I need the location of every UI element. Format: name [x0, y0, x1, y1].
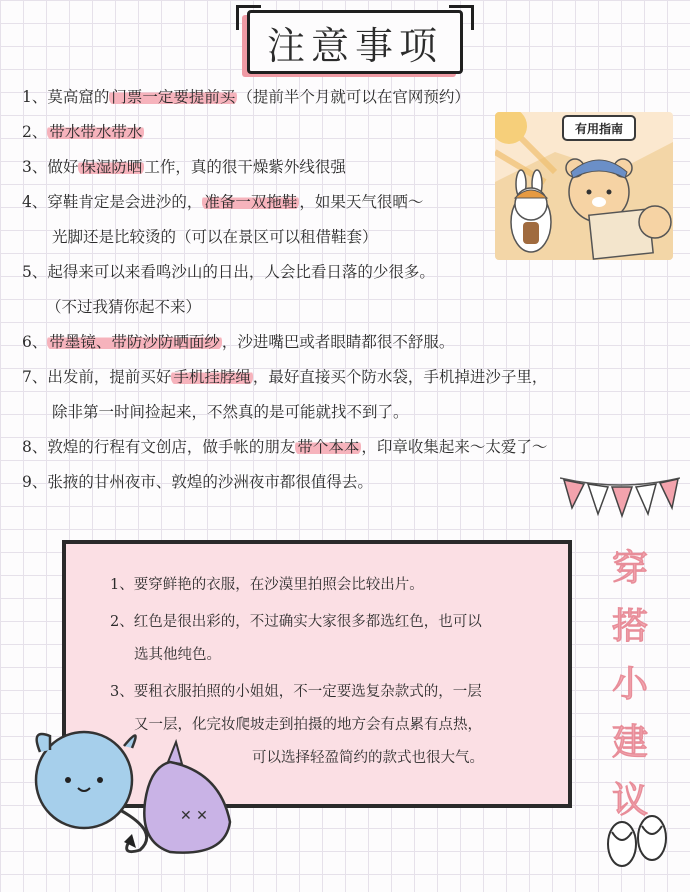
- bunting-decoration: [560, 470, 680, 530]
- page-title-text: 注意事项: [266, 23, 443, 68]
- tip-2: 2、 带水带水带水: [22, 123, 143, 141]
- tip-7: 7、出发前，提前买好 手机挂脖绳 ，最好直接买个防水袋，手机掉进沙子里，: [22, 368, 548, 386]
- outfit-item: 选其他纯色。: [134, 647, 221, 663]
- outfit-item: 2、红色是很出彩的，不过确实大家很多都选红色，也可以: [110, 614, 482, 630]
- tip-7-continued: 除非第一时间捡起来，不然真的是可能就找不到了。: [52, 403, 409, 421]
- tip-1: 1、莫高窟的 门票一定要提前买 （提前半个月就可以在官网预约）: [22, 88, 470, 106]
- tip-5: 5、起得来可以来看鸣沙山的日出，人会比看日落的少很多。: [22, 263, 435, 281]
- tip-5-continued: （不过我猜你起不来）: [46, 298, 202, 316]
- tip-8: 8、敦煌的行程有文创店，做手帐的朋友 带个本本 ，印章收集起来～太爱了～: [22, 438, 548, 456]
- tip-3: 3、做好 保湿防晒 工作，真的很干燥紫外线很强: [22, 158, 346, 176]
- guide-illustration: [495, 112, 673, 260]
- outfit-item: 又一层，化完妆爬坡走到拍摄的地方会有点累有点热，: [134, 717, 482, 733]
- sandals-icon: [600, 808, 674, 870]
- page-title: [247, 10, 463, 74]
- outfit-item: 可以选择轻盈简约的款式也很大气。: [252, 750, 484, 766]
- tip-4: 4、穿鞋肯定是会进沙的， 准备一双拖鞋 ，如果天气很晒～: [22, 193, 424, 211]
- outfit-item: 3、要租衣服拍照的小姐姐，不一定要选复杂款式的，一层: [110, 684, 482, 700]
- tip-4-continued: 光脚还是比较烫的（可以在景区可以租借鞋套）: [52, 228, 378, 246]
- tip-highlight: 手机挂脖绳: [173, 368, 251, 386]
- tip-highlight: 保湿防晒: [80, 158, 143, 176]
- tip-highlight: 带墨镜、带防沙防晒面纱: [49, 333, 220, 351]
- monster-illustration: [20, 722, 240, 862]
- title-corner-left: [236, 5, 261, 30]
- svg-text:✕ ✕: ✕ ✕: [180, 808, 208, 824]
- tip-highlight: 准备一双拖鞋: [204, 193, 298, 211]
- guide-label: 有用指南: [574, 122, 624, 136]
- tip-highlight: 带水带水带水: [49, 123, 143, 141]
- title-corner-right: [449, 5, 474, 30]
- outfit-item: 1、要穿鲜艳的衣服，在沙漠里拍照会比较出片。: [110, 577, 424, 593]
- outfit-vertical-title: 穿 搭 小 建 议: [611, 548, 648, 821]
- tip-highlight: 带个本本: [297, 438, 360, 456]
- tip-9: 9、张掖的甘州夜市、敦煌的沙洲夜市都很值得去。: [22, 473, 373, 491]
- tip-6: 6、 带墨镜、带防沙防晒面纱 ，沙进嘴巴或者眼睛都很不舒服。: [22, 333, 455, 351]
- tip-highlight: 门票一定要提前买: [111, 88, 236, 106]
